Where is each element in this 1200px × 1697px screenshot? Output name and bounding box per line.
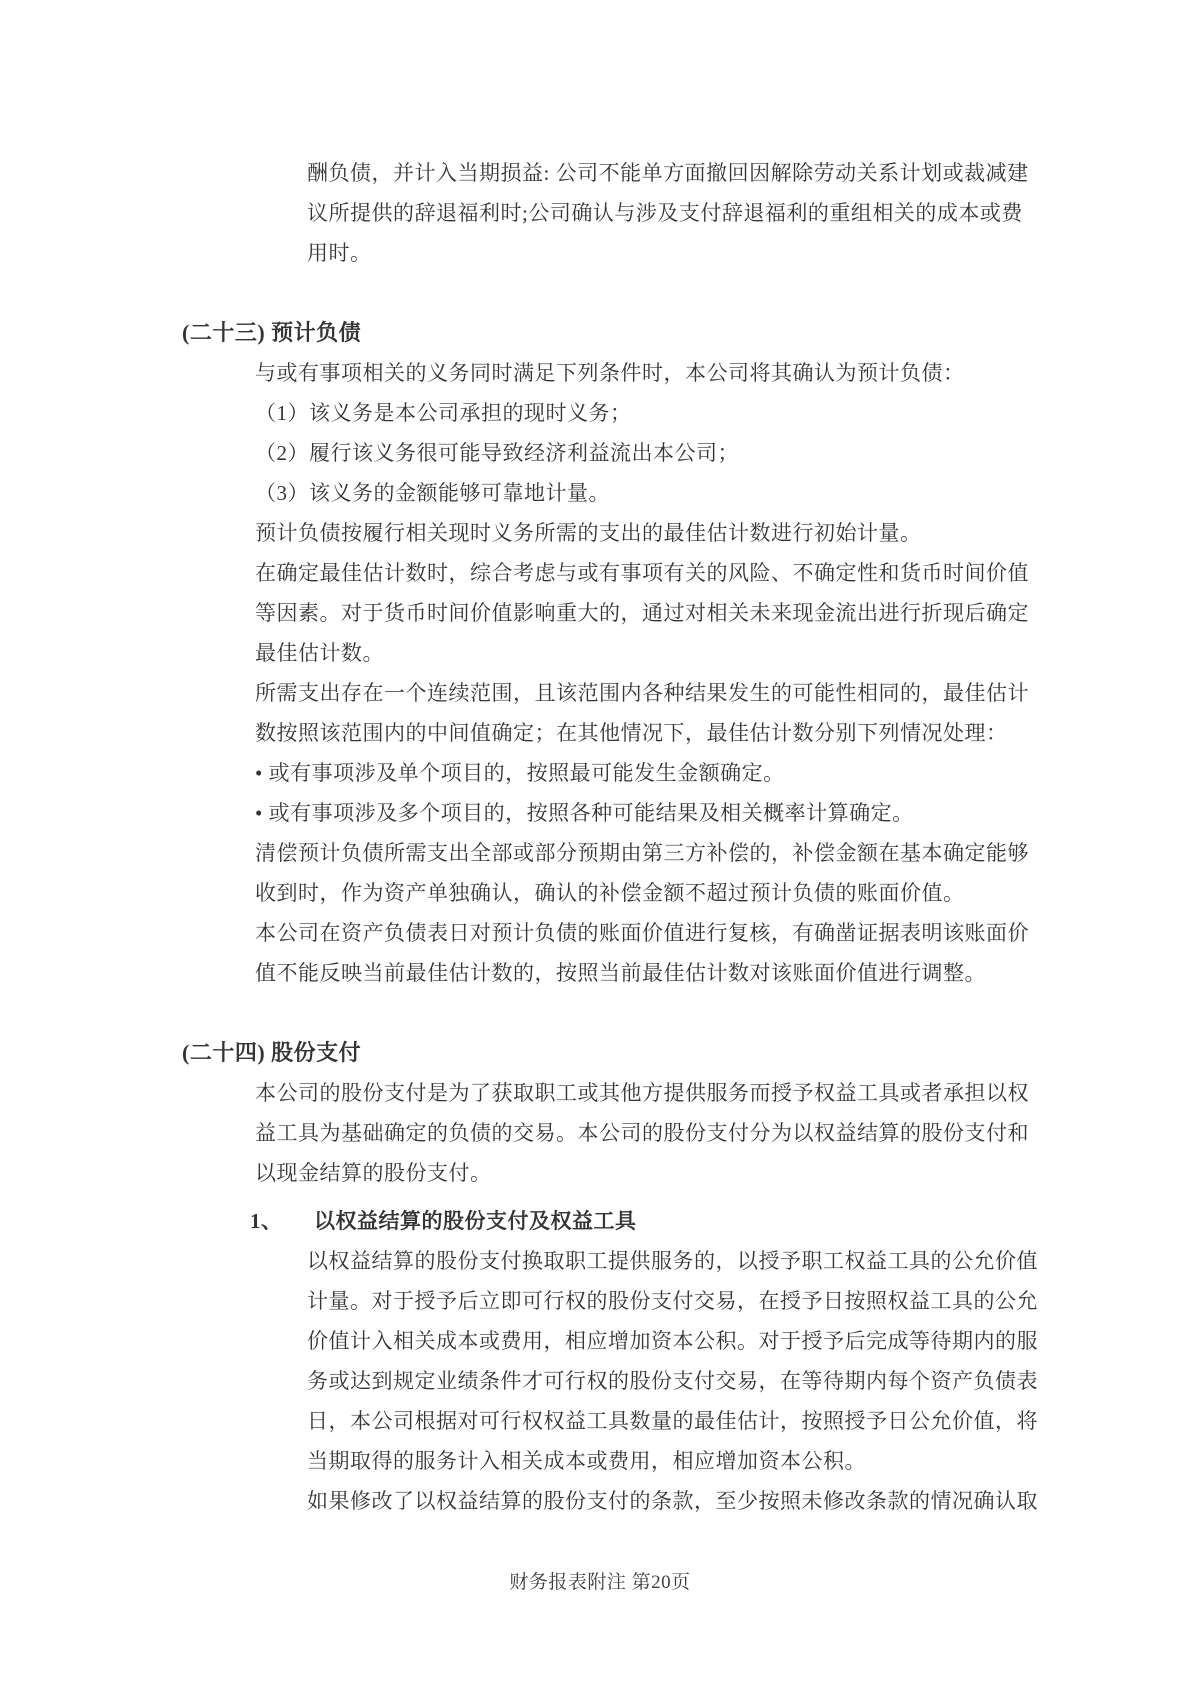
section-23-heading: (二十三) 预计负债 xyxy=(182,320,362,345)
subsection-1-heading xyxy=(250,1201,1200,1241)
text-line: 酬负债，并计入当期损益: 公司不能单方面撤回因解除劳动关系计划或裁减建 xyxy=(307,161,1029,185)
text-line: 议所提供的辞退福利时;公司确认与涉及支付辞退福利的重组相关的成本或费 xyxy=(307,201,1023,225)
text-line: 数按照该范围内的中间值确定；在其他情况下，最佳估计数分别下列情况处理： xyxy=(255,721,1008,745)
text-line: 在确定最佳估计数时，综合考虑与或有事项有关的风险、不确定性和货币时间价值 xyxy=(255,561,1029,585)
text-line: 日，本公司根据对可行权权益工具数量的最佳估计，按照授予日公允价值，将 xyxy=(307,1409,1038,1433)
text-line: 本公司在资产负债表日对预计负债的账面价值进行复核，有确凿证据表明该账面价 xyxy=(255,921,1029,945)
text-line: 价值计入相关成本或费用，相应增加资本公积。对于授予后完成等待期内的服 xyxy=(307,1329,1038,1353)
text-line: 以现金结算的股份支付。 xyxy=(255,1161,492,1185)
subsection-1-number: 1、 xyxy=(250,1209,283,1233)
text-line: 如果修改了以权益结算的股份支付的条款，至少按照未修改条款的情况确认取 xyxy=(307,1489,1038,1513)
text-line: 计量。对于授予后立即可行权的股份支付交易，在授予日按照权益工具的公允 xyxy=(307,1289,1038,1313)
text-line: （1）该义务是本公司承担的现时义务； xyxy=(255,401,632,425)
text-line: 等因素。对于货币时间价值影响重大的，通过对相关未来现金流出进行折现后确定 xyxy=(255,601,1029,625)
text-line: 当期取得的服务计入相关成本或费用，相应增加资本公积。 xyxy=(307,1449,866,1473)
section-24-heading: (二十四) 股份支付 xyxy=(182,1040,362,1065)
text-line: 本公司的股份支付是为了获取职工或其他方提供服务而授予权益工具或者承担以权 xyxy=(255,1081,1029,1105)
text-line: 收到时，作为资产单独确认，确认的补偿金额不超过预计负债的账面价值。 xyxy=(255,881,965,905)
paragraph-continuation xyxy=(307,153,1200,273)
text-line: 清偿预计负债所需支出全部或部分预期由第三方补偿的，补偿金额在基本确定能够 xyxy=(255,841,1029,865)
subsection-1-body xyxy=(307,1241,1200,1521)
text-line: 务或达到规定业绩条件才可行权的股份支付交易，在等待期内每个资产负债表 xyxy=(307,1369,1038,1393)
text-line: 预计负债按履行相关现时义务所需的支出的最佳估计数进行初始计量。 xyxy=(255,521,922,545)
text-line: 以权益结算的股份支付换取职工提供服务的，以授予职工权益工具的公允价值 xyxy=(307,1249,1038,1273)
text-line: • 或有事项涉及多个项目的，按照各种可能结果及相关概率计算确定。 xyxy=(255,801,914,825)
text-line: 最佳估计数。 xyxy=(255,641,384,665)
text-line: 值不能反映当前最佳估计数的，按照当前最佳估计数对该账面价值进行调整。 xyxy=(255,961,986,985)
text-line: 益工具为基础确定的负债的交易。本公司的股份支付分为以权益结算的股份支付和 xyxy=(255,1121,1029,1145)
text-line: （3）该义务的金额能够可靠地计量。 xyxy=(255,481,610,505)
text-line: • 或有事项涉及单个项目的，按照最可能发生金额确定。 xyxy=(255,761,785,785)
text-line: 所需支出存在一个连续范围，且该范围内各种结果发生的可能性相同的，最佳估计 xyxy=(255,681,1029,705)
text-line: 用时。 xyxy=(307,241,372,265)
text-line: （2）履行该义务很可能导致经济利益流出本公司； xyxy=(255,441,739,465)
page-footer: 财务报表附注 第20页 xyxy=(509,1572,691,1593)
text-line: 与或有事项相关的义务同时满足下列条件时，本公司将其确认为预计负债： xyxy=(255,361,965,385)
section-24-intro xyxy=(255,1073,1200,1193)
section-23-body xyxy=(255,353,1200,993)
subsection-1-title: 以权益结算的股份支付及权益工具 xyxy=(314,1209,637,1233)
